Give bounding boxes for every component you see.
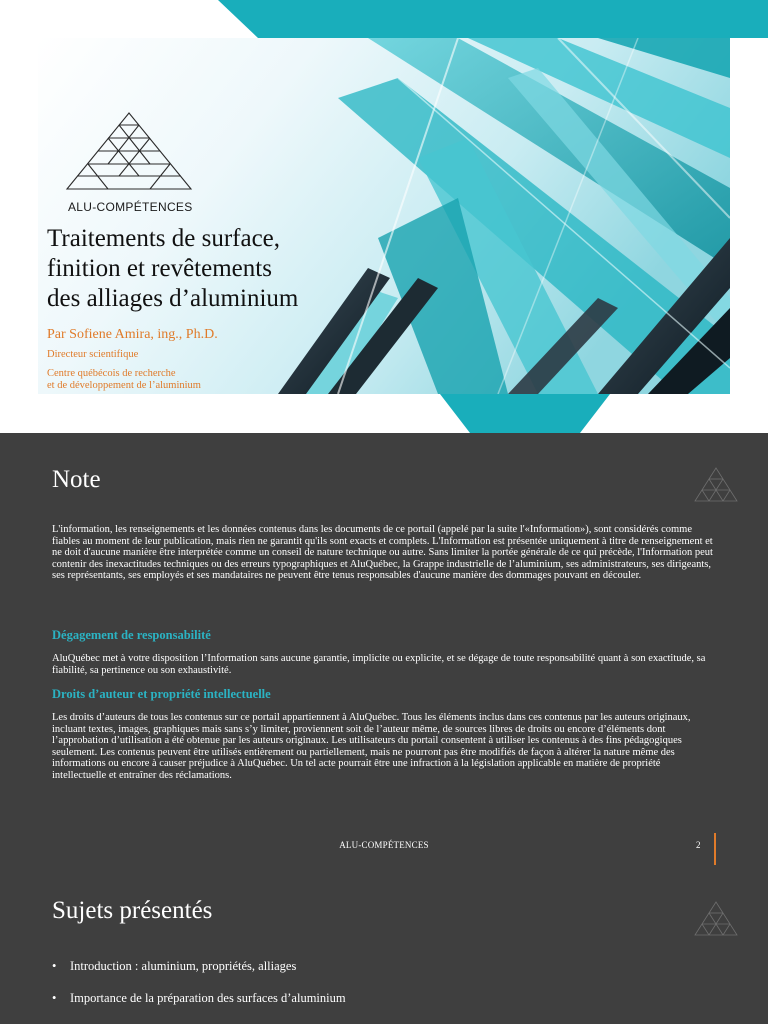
title-line-1: Traitements de surface, (47, 225, 281, 252)
subhead-copyright: Droits d’auteur et propriété intellectuelle (52, 687, 271, 701)
bullet-icon: • (52, 991, 57, 1005)
subhead-disclaimer: Dégagement de responsabilité (52, 628, 211, 642)
org-line-1: Centre québécois de recherche (47, 368, 176, 379)
note-paragraph-2: AluQuébec met à votre disposition l’Information sans aucune garantie, implicite ou explicite, et se dégage de toute responsabilité quant à son exactitude, sa fiabilité, sa pertinence ou son exhaustivité. (52, 653, 706, 676)
page-number: 2 (696, 840, 701, 850)
author-organization (47, 368, 201, 392)
author-role: Directeur scientifique (47, 349, 139, 360)
topic-item (52, 959, 296, 974)
mini-logo-icon (694, 467, 738, 503)
slide-heading: Note (52, 466, 101, 493)
logo-wordmark: ALU-COMPÉTENCES (68, 200, 193, 214)
note-paragraph-3: Les droits d’auteurs de tous les contenus sur ce portail appartiennent à AluQuébec. Tous les éléments inclus dans ces contenus par les auteurs originaux, incluant textes, images, graphiques mais sans s’y limiter, proviennent soit de l’auteur même, de sources libres de droits ou encore d’éléments dont l’approbation d’utilisation a été obtenue par les auteurs originaux. Les utilisateurs du portail consentent à utiliser les contenus à des fins pédagogiques seulement. Les contenus peuvent être utilisés entièrement ou partiellement, mais ne pourront pas être modifiés de façon à altérer la nature même des informations ou encore à causer préjudice à AluQuébec. Un tel acte pourrait être une infraction à la législation applicable en matière de propriété intellectuelle et entraîner des réclamations. (52, 712, 691, 781)
note-slide (0, 433, 768, 867)
title-line-3: des alliages d’aluminium (47, 285, 299, 312)
topic-label: Importance de la préparation des surfaces d’aluminium (70, 991, 346, 1005)
title-slide (0, 0, 768, 433)
note-paragraph-1: L'information, les renseignements et les données contenus dans les documents de ce portail (appelé par la suite l'«Information»), sont considérés comme fiables au moment de leur publication, mais rien ne garantit qu'ils sont exacts et complets. L'Information est présentée uniquement à titre de renseignement et ne doit d'aucune manière être interprétée comme un conseil de nature technique ou autre. Sans limiter la portée générale de ce qui précède, l'Information peut contenir des inexactitudes techniques ou des erreurs typographiques et AluQuébec, la Grappe industrielle de l’aluminium, ses administrateurs, ses dirigeants, ses représentants, ses employés et ses mandataires ne peuvent être tenus responsables d'aucune manière des dommages pouvant en découler. (52, 524, 713, 582)
title-line-2: finition et revêtements (47, 255, 272, 282)
topic-label: Introduction : aluminium, propriétés, alliages (70, 959, 297, 973)
mini-logo-icon (694, 901, 738, 937)
org-line-2: et de développement de l’aluminium (47, 380, 201, 391)
bullet-icon: • (52, 959, 57, 973)
slide-footer: ALU-COMPÉTENCES (339, 840, 429, 850)
topics-slide (0, 867, 768, 1024)
presentation-title (47, 224, 377, 314)
alu-competences-logo (64, 112, 194, 197)
footer-accent-bar (714, 833, 716, 865)
slide-heading: Sujets présentés (52, 897, 213, 924)
topic-item (52, 991, 346, 1006)
author-name: Par Sofiene Amira, ing., Ph.D. (47, 327, 218, 342)
